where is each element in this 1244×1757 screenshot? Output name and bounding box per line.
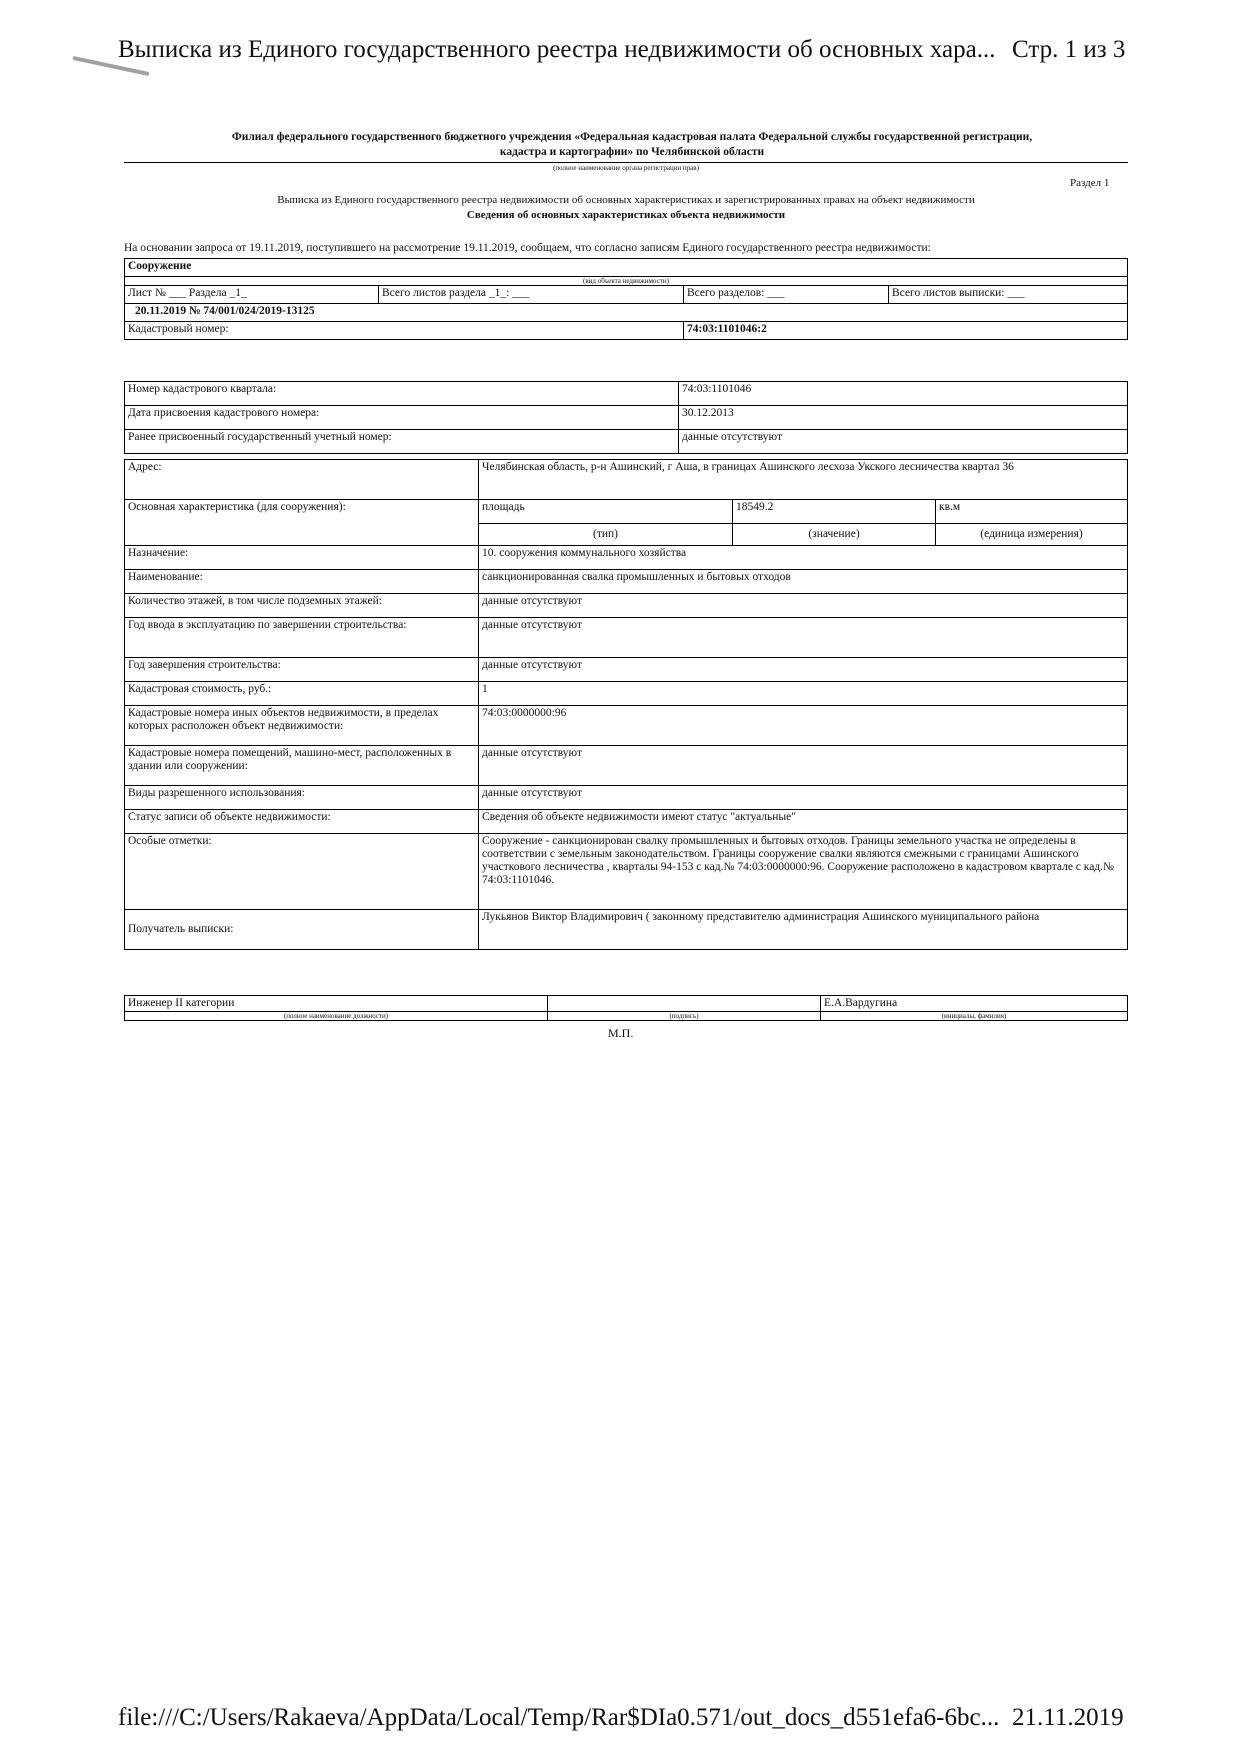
table-row bbox=[125, 706, 1128, 746]
table-row bbox=[125, 810, 1128, 834]
row-label: Год завершения строительства: bbox=[125, 658, 479, 682]
table-row bbox=[125, 786, 1128, 810]
sign-caption: (подпись) bbox=[548, 1012, 821, 1021]
signature-table bbox=[124, 995, 1128, 1021]
main-char-label: Основная характеристика (для сооружения): bbox=[125, 500, 479, 546]
table-row bbox=[125, 500, 1128, 524]
table-row bbox=[125, 570, 1128, 594]
print-header-title: Выписка из Единого государственного реестра недвижимости об основных хара... bbox=[118, 36, 996, 63]
table-row bbox=[125, 682, 1128, 706]
row-label: Ранее присвоенный государственный учетный номер: bbox=[125, 430, 679, 454]
sheets-total: Всего листов выписки: ___ bbox=[889, 286, 1128, 304]
row-label: Наименование: bbox=[125, 570, 479, 594]
row-label: Виды разрешенного использования: bbox=[125, 786, 479, 810]
row-label: Получатель выписки: bbox=[125, 910, 479, 950]
org-line-1: Филиал федерального государственного бюджетного учреждения «Федеральная кадастровая палата Федеральной службы государственной регистрации, bbox=[231, 131, 1033, 143]
row-value: 10. сооружения коммунального хозяйства bbox=[479, 546, 1128, 570]
name-caption: (инициалы, фамилия) bbox=[821, 1012, 1128, 1021]
org-line-2: кадастра и картографии» по Челябинской области bbox=[499, 146, 765, 158]
org-caption: (полное наименование органа регистрации прав) bbox=[553, 164, 699, 172]
cadastral-info-table bbox=[124, 381, 1128, 454]
table-row bbox=[125, 658, 1128, 682]
main-char-type: площадь bbox=[479, 500, 733, 524]
row-value: данные отсутствуют bbox=[479, 594, 1128, 618]
main-char-type-caption: (тип) bbox=[479, 524, 733, 546]
main-char-value: 18549.2 bbox=[733, 500, 936, 524]
row-label: Кадастровые номера помещений, машино-мест, расположенных в здании или сооружении: bbox=[125, 746, 479, 786]
sheet-number: Лист № ___ Раздела _1_ bbox=[125, 286, 379, 304]
main-char-unit: кв.м bbox=[936, 500, 1128, 524]
row-label: Особые отметки: bbox=[125, 834, 479, 910]
address-value: Челябинская область, р-н Ашинский, г Аша, в границах Ашинского лесхоза Укского лесничества квартал 36 bbox=[479, 460, 1128, 500]
signer-name: Е.А.Вардугина bbox=[821, 996, 1128, 1012]
row-value: 74:03:0000000:96 bbox=[479, 706, 1128, 746]
address-label: Адрес: bbox=[125, 460, 479, 500]
object-kind: Сооружение bbox=[125, 259, 1128, 277]
stamp-place: М.П. bbox=[608, 1026, 634, 1040]
row-value: данные отсутствуют bbox=[479, 658, 1128, 682]
table-row bbox=[125, 834, 1128, 910]
record-date-number: 20.11.2019 № 74/001/024/2019-13125 bbox=[125, 304, 1128, 322]
row-label: Дата присвоения кадастрового номера: bbox=[125, 406, 679, 430]
print-footer-date: 21.11.2019 bbox=[1012, 1704, 1124, 1731]
row-label: Кадастровая стоимость, руб.: bbox=[125, 682, 479, 706]
main-char-value-caption: (значение) bbox=[733, 524, 936, 546]
table-row bbox=[125, 382, 1128, 406]
signer-position: Инженер II категории bbox=[125, 996, 548, 1012]
cad-number-label: Кадастровый номер: bbox=[125, 322, 684, 340]
row-label: Кадастровые номера иных объектов недвижимости, в пределах которых расположен объект недвижимости: bbox=[125, 706, 479, 746]
object-kind-caption: (вид объекта недвижимости) bbox=[125, 277, 1128, 286]
sections-total: Всего разделов: ___ bbox=[684, 286, 889, 304]
table-row bbox=[125, 746, 1128, 786]
row-value: данные отсутствуют bbox=[479, 618, 1128, 658]
intro-text: На основании запроса от 19.11.2019, поступившего на рассмотрение 19.11.2019, сообщаем, что согласно записям Единого государственного реестра недвижимости: bbox=[124, 242, 931, 254]
table-row bbox=[125, 618, 1128, 658]
row-value: 30.12.2013 bbox=[679, 406, 1128, 430]
row-value: 1 bbox=[479, 682, 1128, 706]
print-footer-path: file:///C:/Users/Rakaeva/AppData/Local/Temp/Rar$DIa0.571/out_docs_d551efa6-6bc... bbox=[118, 1704, 1000, 1731]
signer-signature bbox=[548, 996, 821, 1012]
print-header-page: Стр. 1 из 3 bbox=[1012, 36, 1126, 63]
cad-number-value: 74:03:1101046:2 bbox=[684, 322, 1128, 340]
row-value: Лукьянов Виктор Владимирович ( законному представителю администрация Ашинского муниципального района bbox=[479, 910, 1128, 950]
row-label: Год ввода в эксплуатацию по завершении строительства: bbox=[125, 618, 479, 658]
row-value: данные отсутствуют bbox=[679, 430, 1128, 454]
table-row bbox=[125, 546, 1128, 570]
row-value: Сведения об объекте недвижимости имеют статус "актуальные" bbox=[479, 810, 1128, 834]
doc-subtitle: Сведения об основных характеристиках объекта недвижимости bbox=[466, 209, 786, 221]
table-row bbox=[125, 910, 1128, 950]
row-value: данные отсутствуют bbox=[479, 746, 1128, 786]
sheets-in-section: Всего листов раздела _1_: ___ bbox=[379, 286, 684, 304]
row-value: 74:03:1101046 bbox=[679, 382, 1128, 406]
table-row bbox=[125, 460, 1128, 500]
main-char-unit-caption: (единица измерения) bbox=[936, 524, 1128, 546]
row-value: Сооружение - санкционирован свалку промышленных и бытовых отходов. Границы земельного участка не определены в соответствии с земельным законодательством. Границы сооружение свалки являются смежными с границами Ашинского участкового лесничества , кварталы 94-153 с кад.№ 74:03:0000000:96. Сооружение расположено в кадастровом квартале с кад.№ 74:03:1101046. bbox=[479, 834, 1128, 910]
row-label: Номер кадастрового квартала: bbox=[125, 382, 679, 406]
doc-title: Выписка из Единого государственного реестра недвижимости об основных характеристиках и зарегистрированных правах на объект недвижимости bbox=[277, 194, 975, 206]
characteristics-table bbox=[124, 459, 1128, 950]
org-rule bbox=[124, 162, 1128, 163]
table-row bbox=[125, 406, 1128, 430]
section-label: Раздел 1 bbox=[1070, 177, 1110, 189]
row-label: Назначение: bbox=[125, 546, 479, 570]
row-value: санкционированная свалка промышленных и бытовых отходов bbox=[479, 570, 1128, 594]
table-row bbox=[125, 430, 1128, 454]
row-label: Количество этажей, в том числе подземных этажей: bbox=[125, 594, 479, 618]
object-header-table bbox=[124, 258, 1128, 340]
row-label: Статус записи об объекте недвижимости: bbox=[125, 810, 479, 834]
row-value: данные отсутствуют bbox=[479, 786, 1128, 810]
position-caption: (полное наименование должности) bbox=[125, 1012, 548, 1021]
table-row bbox=[125, 594, 1128, 618]
